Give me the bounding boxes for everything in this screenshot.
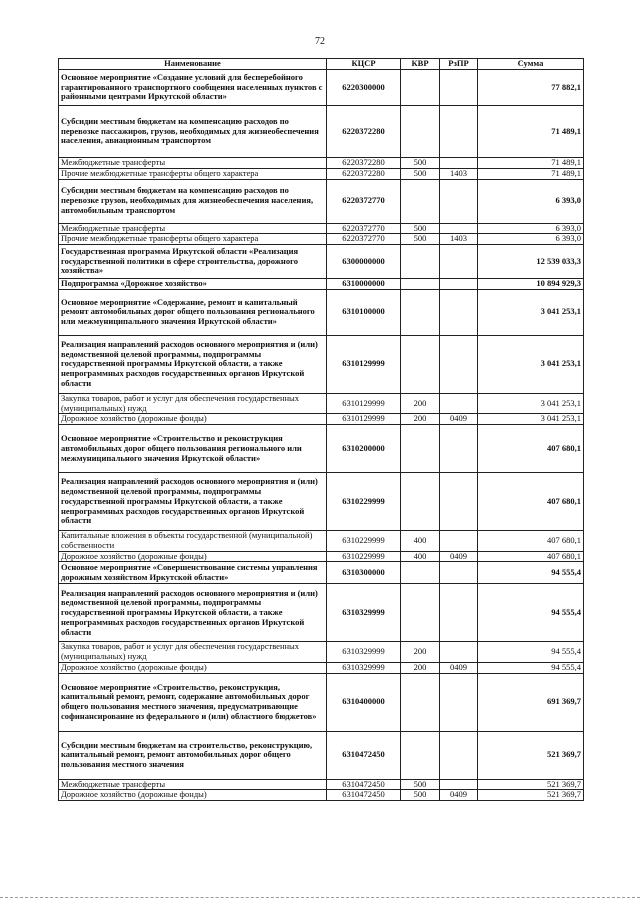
cell-kcsr: 6220372770 bbox=[327, 179, 401, 223]
table-header-row bbox=[59, 59, 584, 70]
cell-rzpr bbox=[440, 106, 478, 158]
cell-kcsr: 6310329999 bbox=[327, 642, 401, 663]
cell-name: Основное мероприятие «Содержание, ремонт и капитальный ремонт автомобильных дорог общего пользования регионального или межмуниципального значения Иркутской области» bbox=[59, 289, 327, 335]
table-row bbox=[59, 245, 584, 279]
cell-rzpr bbox=[440, 70, 478, 106]
cell-rzpr: 0409 bbox=[440, 414, 478, 425]
table-row bbox=[59, 179, 584, 223]
cell-kvr bbox=[401, 731, 440, 779]
cell-kcsr: 6220372770 bbox=[327, 234, 401, 245]
table-row bbox=[59, 731, 584, 779]
table-row bbox=[59, 779, 584, 790]
cell-kvr: 200 bbox=[401, 393, 440, 414]
table-row bbox=[59, 289, 584, 335]
table-body bbox=[59, 70, 584, 801]
table-row bbox=[59, 584, 584, 642]
cell-kcsr: 6220300000 bbox=[327, 70, 401, 106]
cell-sum: 691 369,7 bbox=[478, 673, 584, 731]
cell-kcsr: 6310300000 bbox=[327, 562, 401, 584]
cell-sum: 3 041 253,1 bbox=[478, 335, 584, 393]
cell-kcsr: 6310229999 bbox=[327, 551, 401, 562]
cell-name: Субсидии местным бюджетам на строительство, реконструкцию, капитальный ремонт, ремонт автомобильных дорог общего пользования местного значения bbox=[59, 731, 327, 779]
cell-rzpr: 0409 bbox=[440, 551, 478, 562]
cell-kcsr: 6310229999 bbox=[327, 473, 401, 531]
cell-kvr: 200 bbox=[401, 414, 440, 425]
cell-kvr: 500 bbox=[401, 234, 440, 245]
cell-kvr bbox=[401, 335, 440, 393]
cell-sum: 94 555,4 bbox=[478, 584, 584, 642]
cell-sum: 6 393,0 bbox=[478, 179, 584, 223]
cell-sum: 407 680,1 bbox=[478, 425, 584, 473]
cell-kcsr: 6310200000 bbox=[327, 425, 401, 473]
cell-rzpr bbox=[440, 223, 478, 234]
cell-name: Межбюджетные трансферты bbox=[59, 779, 327, 790]
cell-kcsr: 6310400000 bbox=[327, 673, 401, 731]
cell-kcsr: 6310329999 bbox=[327, 662, 401, 673]
cell-kcsr: 6310129999 bbox=[327, 393, 401, 414]
cell-rzpr: 1403 bbox=[440, 168, 478, 179]
cell-sum: 94 555,4 bbox=[478, 642, 584, 663]
cell-rzpr bbox=[440, 584, 478, 642]
cell-name: Закупка товаров, работ и услуг для обеспечения государственных (муниципальных) нужд bbox=[59, 393, 327, 414]
cell-kcsr: 6220372280 bbox=[327, 106, 401, 158]
budget-table bbox=[58, 58, 584, 801]
cell-rzpr bbox=[440, 779, 478, 790]
cell-rzpr bbox=[440, 289, 478, 335]
cell-kcsr: 6220372770 bbox=[327, 223, 401, 234]
cell-name: Дорожное хозяйство (дорожные фонды) bbox=[59, 551, 327, 562]
cell-rzpr bbox=[440, 731, 478, 779]
cell-sum: 407 680,1 bbox=[478, 473, 584, 531]
table-row bbox=[59, 662, 584, 673]
header-kcsr: КЦСР bbox=[327, 59, 401, 70]
table-row bbox=[59, 531, 584, 552]
cell-kvr bbox=[401, 179, 440, 223]
cell-name: Основное мероприятие «Строительство, реконструкция, капитальный ремонт, ремонт, содержание автомобильных дорог общего пользования местного значения, предусматривающие софинансирование из федерального и (или) областного бюджетов» bbox=[59, 673, 327, 731]
cell-kcsr: 6310129999 bbox=[327, 335, 401, 393]
table-row bbox=[59, 642, 584, 663]
cell-kvr bbox=[401, 289, 440, 335]
cell-name: Межбюджетные трансферты bbox=[59, 158, 327, 169]
header-name: Наименование bbox=[59, 59, 327, 70]
cell-name: Дорожное хозяйство (дорожные фонды) bbox=[59, 790, 327, 801]
cell-sum: 71 489,1 bbox=[478, 168, 584, 179]
cell-kcsr: 6300000000 bbox=[327, 245, 401, 279]
cell-name: Реализация направлений расходов основного мероприятия и (или) ведомственной целевой программы, подпрограммы государственной программы Иркутской области, а также непрограммных расходов государственных органов Иркутской области bbox=[59, 584, 327, 642]
cell-kvr: 500 bbox=[401, 779, 440, 790]
cell-name: Закупка товаров, работ и услуг для обеспечения государственных (муниципальных) нужд bbox=[59, 642, 327, 663]
cell-name: Прочие межбюджетные трансферты общего характера bbox=[59, 234, 327, 245]
cell-sum: 77 882,1 bbox=[478, 70, 584, 106]
cell-kcsr: 6310472450 bbox=[327, 779, 401, 790]
table-row bbox=[59, 279, 584, 290]
table-row bbox=[59, 473, 584, 531]
cell-kcsr: 6220372280 bbox=[327, 158, 401, 169]
cell-kvr bbox=[401, 245, 440, 279]
page-number: 72 bbox=[315, 36, 325, 47]
cell-kvr bbox=[401, 279, 440, 290]
cell-name: Дорожное хозяйство (дорожные фонды) bbox=[59, 414, 327, 425]
table-row bbox=[59, 673, 584, 731]
cell-name: Прочие межбюджетные трансферты общего характера bbox=[59, 168, 327, 179]
cell-sum: 3 041 253,1 bbox=[478, 289, 584, 335]
cell-kcsr: 6310000000 bbox=[327, 279, 401, 290]
scan-edge-line bbox=[0, 897, 640, 898]
cell-kvr: 400 bbox=[401, 551, 440, 562]
cell-rzpr bbox=[440, 279, 478, 290]
cell-sum: 94 555,4 bbox=[478, 562, 584, 584]
cell-rzpr bbox=[440, 531, 478, 552]
cell-sum: 3 041 253,1 bbox=[478, 414, 584, 425]
cell-kcsr: 6310472450 bbox=[327, 790, 401, 801]
cell-name: Основное мероприятие «Строительство и реконструкция автомобильных дорог общего пользования регионального или межмуниципального значения Иркутской области» bbox=[59, 425, 327, 473]
cell-name: Государственная программа Иркутской области «Реализация государственной политики в сфере строительства, дорожного хозяйства» bbox=[59, 245, 327, 279]
cell-rzpr: 1403 bbox=[440, 234, 478, 245]
cell-sum: 6 393,0 bbox=[478, 234, 584, 245]
cell-sum: 10 894 929,3 bbox=[478, 279, 584, 290]
cell-sum: 12 539 033,3 bbox=[478, 245, 584, 279]
cell-kcsr: 6310329999 bbox=[327, 584, 401, 642]
cell-sum: 3 041 253,1 bbox=[478, 393, 584, 414]
cell-sum: 71 489,1 bbox=[478, 106, 584, 158]
cell-rzpr bbox=[440, 642, 478, 663]
cell-rzpr: 0409 bbox=[440, 790, 478, 801]
cell-kcsr: 6220372280 bbox=[327, 168, 401, 179]
cell-sum: 521 369,7 bbox=[478, 790, 584, 801]
table-row bbox=[59, 223, 584, 234]
cell-sum: 71 489,1 bbox=[478, 158, 584, 169]
table-row bbox=[59, 425, 584, 473]
cell-sum: 94 555,4 bbox=[478, 662, 584, 673]
cell-name: Подпрограмма «Дорожное хозяйство» bbox=[59, 279, 327, 290]
table-row bbox=[59, 335, 584, 393]
header-rzpr: РзПР bbox=[440, 59, 478, 70]
cell-kvr: 200 bbox=[401, 642, 440, 663]
table-row bbox=[59, 562, 584, 584]
table-row bbox=[59, 551, 584, 562]
cell-sum: 521 369,7 bbox=[478, 731, 584, 779]
cell-sum: 407 680,1 bbox=[478, 531, 584, 552]
table-row bbox=[59, 790, 584, 801]
table-row bbox=[59, 106, 584, 158]
cell-kvr: 400 bbox=[401, 531, 440, 552]
cell-kvr bbox=[401, 562, 440, 584]
cell-kvr bbox=[401, 673, 440, 731]
cell-name: Субсидии местным бюджетам на компенсацию расходов по перевозке пассажиров, грузов, необходимых для жизнеобеспечения населения, авиационным транспортом bbox=[59, 106, 327, 158]
cell-kcsr: 6310229999 bbox=[327, 531, 401, 552]
cell-kvr bbox=[401, 106, 440, 158]
cell-name: Межбюджетные трансферты bbox=[59, 223, 327, 234]
cell-name: Дорожное хозяйство (дорожные фонды) bbox=[59, 662, 327, 673]
cell-rzpr bbox=[440, 158, 478, 169]
header-sum: Сумма bbox=[478, 59, 584, 70]
table-row bbox=[59, 393, 584, 414]
cell-sum: 521 369,7 bbox=[478, 779, 584, 790]
table-row bbox=[59, 158, 584, 169]
cell-kvr: 500 bbox=[401, 790, 440, 801]
cell-rzpr bbox=[440, 473, 478, 531]
cell-kvr bbox=[401, 70, 440, 106]
cell-name: Реализация направлений расходов основного мероприятия и (или) ведомственной целевой программы, подпрограммы государственной программы Иркутской области, а также непрограммных расходов государственных органов Иркутской области bbox=[59, 335, 327, 393]
cell-name: Реализация направлений расходов основного мероприятия и (или) ведомственной целевой программы, подпрограммы государственной программы Иркутской области, а также непрограммных расходов государственных органов Иркутской области bbox=[59, 473, 327, 531]
cell-rzpr bbox=[440, 179, 478, 223]
cell-sum: 407 680,1 bbox=[478, 551, 584, 562]
cell-kcsr: 6310100000 bbox=[327, 289, 401, 335]
cell-kvr bbox=[401, 425, 440, 473]
cell-sum: 6 393,0 bbox=[478, 223, 584, 234]
cell-kvr bbox=[401, 473, 440, 531]
cell-rzpr bbox=[440, 245, 478, 279]
cell-kcsr: 6310472450 bbox=[327, 731, 401, 779]
cell-rzpr bbox=[440, 335, 478, 393]
cell-kvr: 200 bbox=[401, 662, 440, 673]
cell-kvr bbox=[401, 584, 440, 642]
cell-name: Субсидии местным бюджетам на компенсацию расходов по перевозке грузов, необходимых для жизнеобеспечения населения, автомобильным транспортом bbox=[59, 179, 327, 223]
cell-rzpr: 0409 bbox=[440, 662, 478, 673]
header-kvr: КВР bbox=[401, 59, 440, 70]
cell-name: Основное мероприятие «Создание условий для бесперебойного гарантированного транспортного сообщения населенных пунктов с районными центрами Иркутской области» bbox=[59, 70, 327, 106]
cell-rzpr bbox=[440, 562, 478, 584]
table-row bbox=[59, 414, 584, 425]
table-row bbox=[59, 234, 584, 245]
cell-name: Основное мероприятие «Совершенствование системы управления дорожным хозяйством Иркутской области» bbox=[59, 562, 327, 584]
cell-kcsr: 6310129999 bbox=[327, 414, 401, 425]
cell-rzpr bbox=[440, 673, 478, 731]
table-row bbox=[59, 70, 584, 106]
cell-rzpr bbox=[440, 425, 478, 473]
cell-name: Капитальные вложения в объекты государственной (муниципальной) собственности bbox=[59, 531, 327, 552]
table-row bbox=[59, 168, 584, 179]
cell-rzpr bbox=[440, 393, 478, 414]
cell-kvr: 500 bbox=[401, 158, 440, 169]
cell-kvr: 500 bbox=[401, 168, 440, 179]
cell-kvr: 500 bbox=[401, 223, 440, 234]
